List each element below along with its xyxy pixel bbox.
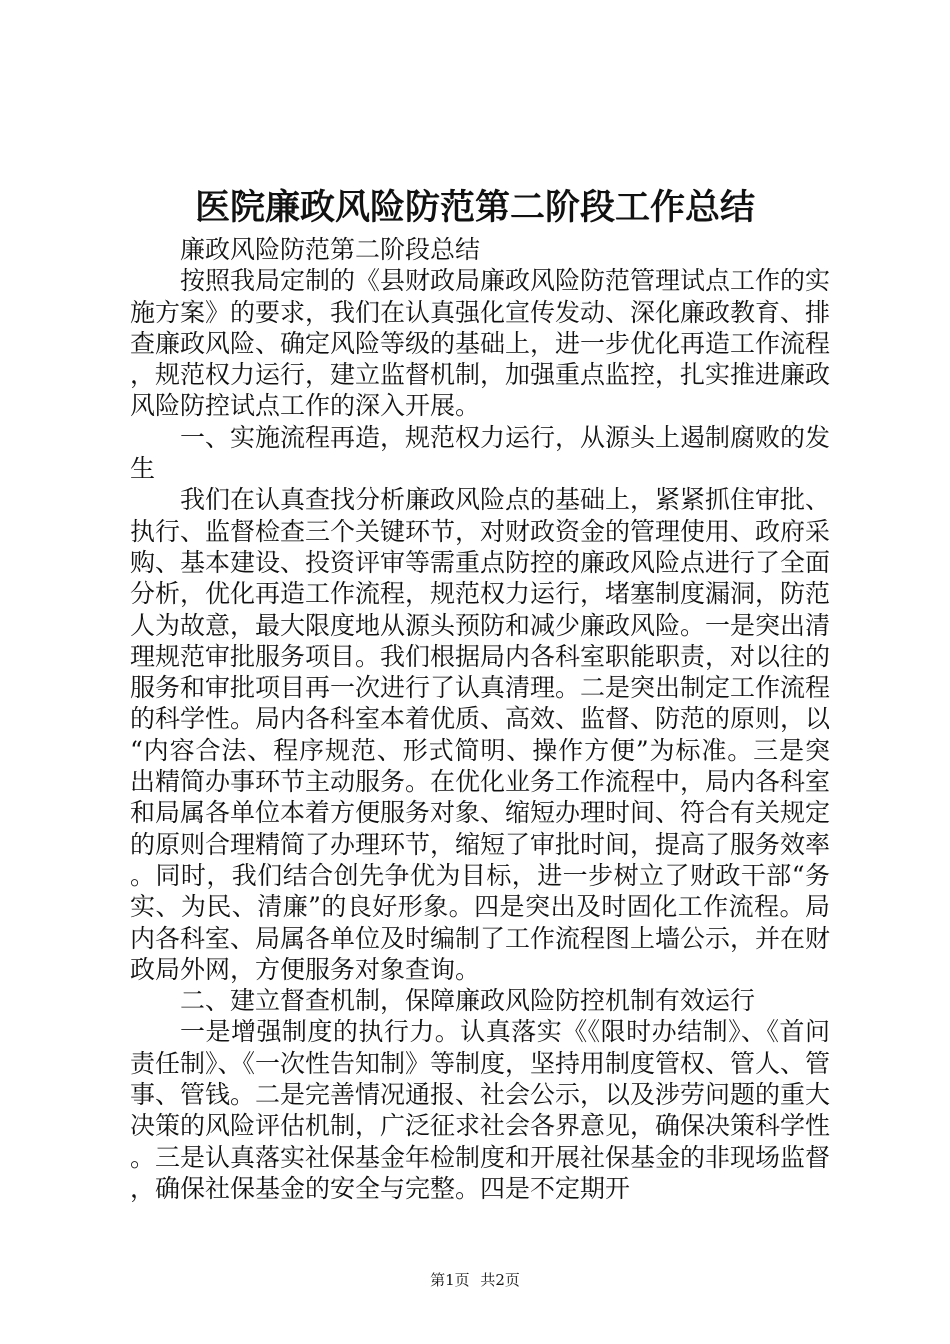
section-1-paragraph: 我们在认真查找分析廉政风险点的基础上，紧紧抓住审批、执行、监督检查三个关键环节，对财政资金的管理使用、政府采购、基本建设、投资评审等需重点防控的廉政风险点进行了全面分析，优化再造工作流程，规范权力运行，堵塞制度漏洞，防范人为故意，最大限度地从源头预防和减少廉政风险。一是突出清理规范审批服务项目。我们根据局内各科室职能职责，对以往的服务和审批项目再一次进行了认真清理。二是突出制定工作流程的科学性。局内各科室本着优质、高效、监督、防范的原则，以“内容合法、程序规范、形式简明、操作方便”为标准。三是突出精简办事环节主动服务。在优化业务工作流程中，局内各科室和局属各单位本着方便服务对象、缩短办理时间、符合有关规定的原则合理精简了办理环节，缩短了审批时间，提高了服务效率。同时，我们结合创先争优为目标，进一步树立了财政干部“务实、为民、清廉”的良好形象。四是突出及时固化工作流程。局内各科室、局属各单位及时编制了工作流程图上墙公示，并在财政局外网，方便服务对象查询。 — [130, 485, 831, 984]
section-heading-1: 一、实施流程再造，规范权力运行，从源头上遏制腐败的发生 — [130, 422, 831, 484]
subtitle-paragraph: 廉政风险防范第二阶段总结 — [180, 235, 481, 264]
document-body — [130, 234, 830, 1204]
section-2-paragraph: 一是增强制度的执行力。认真落实《《限时办结制》、《首问责任制》、《一次性告知制》等制度，坚持用制度管权、管人、管事、管钱。二是完善情况通报、社会公示，以及涉劳问题的重大决策的风险评估机制，广泛征求社会各界意见，确保决策科学性。三是认真落实社保基金年检制度和开展社保基金的非现场监督，确保社保基金的安全与完整。四是不定期开 — [130, 1017, 831, 1203]
document-title: 医院廉政风险防范第二阶段工作总结 — [194, 187, 755, 228]
page-total: 共2页 — [480, 1271, 520, 1289]
page-number: 第1页 — [430, 1271, 470, 1289]
page-footer — [0, 1270, 950, 1290]
intro-paragraph: 按照我局定制的《县财政局廉政风险防范管理试点工作的实施方案》的要求，我们在认真强化宣传发动、深化廉政教育、排查廉政风险、确定风险等级的基础上，进一步优化再造工作流程，规范权力运行，建立监督机制，加强重点监控，扎实推进廉政风险防控试点工作的深入开展。 — [130, 266, 831, 421]
section-heading-2: 二、建立督查机制，保障廉政风险防控机制有效运行 — [180, 986, 756, 1016]
